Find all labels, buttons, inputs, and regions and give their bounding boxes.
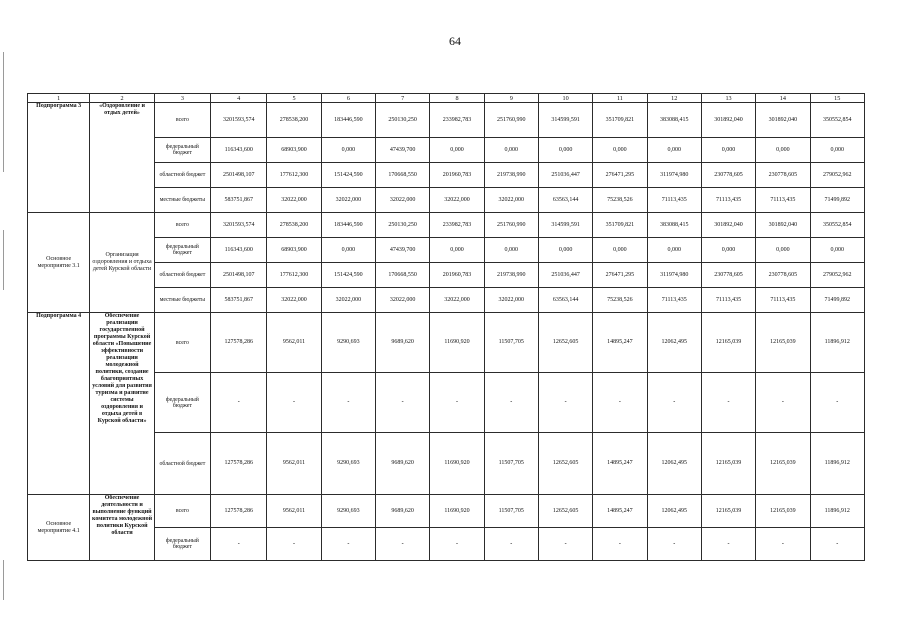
amount-cell: 12165,039: [756, 433, 810, 495]
amount-cell: 12652,605: [538, 433, 592, 495]
amount-cell: 314599,591: [538, 213, 592, 238]
amount-cell: 127578,286: [211, 495, 267, 528]
amount-cell: 12165,039: [701, 433, 755, 495]
funding-source: федеральный бюджет: [154, 373, 210, 433]
amount-cell: 12165,039: [756, 495, 810, 528]
amount-cell: 71113,435: [701, 288, 755, 313]
amount-cell: 116343,600: [211, 138, 267, 163]
amount-cell: 3201593,574: [211, 213, 267, 238]
amount-cell: 276471,295: [593, 263, 647, 288]
amount-cell: 279052,962: [810, 263, 864, 288]
amount-cell: 230778,605: [701, 263, 755, 288]
amount-cell: 251036,447: [538, 263, 592, 288]
program-label: Подпрограмма 4: [28, 313, 90, 495]
amount-cell: 71499,892: [810, 288, 864, 313]
amount-cell: -: [647, 528, 701, 561]
amount-cell: 0,000: [756, 238, 810, 263]
amount-cell: 9689,620: [376, 313, 430, 373]
amount-cell: -: [321, 373, 375, 433]
amount-cell: 11690,920: [430, 433, 484, 495]
amount-cell: 250130,250: [376, 103, 430, 138]
amount-cell: 127578,286: [211, 433, 267, 495]
amount-cell: 71113,435: [647, 288, 701, 313]
amount-cell: 12062,495: [647, 433, 701, 495]
program-name: «Оздоровление и отдых детей»: [90, 103, 154, 213]
funding-source: федеральный бюджет: [154, 528, 210, 561]
amount-cell: 12062,495: [647, 313, 701, 373]
column-number: 12: [647, 94, 701, 103]
amount-cell: 301892,040: [701, 213, 755, 238]
amount-cell: 11690,920: [430, 313, 484, 373]
column-number: 4: [211, 94, 267, 103]
amount-cell: 9290,693: [321, 313, 375, 373]
amount-cell: 11690,920: [430, 495, 484, 528]
amount-cell: 75238,526: [593, 288, 647, 313]
column-number: 8: [430, 94, 484, 103]
amount-cell: 0,000: [647, 138, 701, 163]
column-number: 7: [376, 94, 430, 103]
amount-cell: 32022,000: [484, 188, 538, 213]
amount-cell: 32022,000: [267, 188, 321, 213]
column-number: 9: [484, 94, 538, 103]
funding-source: федеральный бюджет: [154, 238, 210, 263]
amount-cell: 311974,980: [647, 263, 701, 288]
table-row: [28, 103, 865, 138]
amount-cell: 63563,144: [538, 188, 592, 213]
program-name: Организация оздоровления и отдыха детей Курской области: [90, 213, 154, 313]
amount-cell: 151424,590: [321, 163, 375, 188]
amount-cell: 0,000: [321, 238, 375, 263]
amount-cell: 251760,990: [484, 213, 538, 238]
amount-cell: 63563,144: [538, 288, 592, 313]
amount-cell: -: [376, 373, 430, 433]
amount-cell: 9562,011: [267, 495, 321, 528]
amount-cell: 251760,990: [484, 103, 538, 138]
column-number: 3: [154, 94, 210, 103]
amount-cell: 219738,990: [484, 163, 538, 188]
amount-cell: 11507,705: [484, 313, 538, 373]
amount-cell: 219738,990: [484, 263, 538, 288]
amount-cell: -: [211, 528, 267, 561]
funding-source: всего: [154, 313, 210, 373]
program-name: Обеспечение деятельности и выполнение функций комитета молодежной политики Курской области: [90, 495, 154, 561]
funding-source: всего: [154, 495, 210, 528]
amount-cell: 0,000: [701, 138, 755, 163]
column-number: 6: [321, 94, 375, 103]
amount-cell: 2501498,107: [211, 263, 267, 288]
table-row: [28, 213, 865, 238]
amount-cell: -: [430, 528, 484, 561]
amount-cell: -: [593, 373, 647, 433]
amount-cell: -: [647, 373, 701, 433]
amount-cell: 201960,783: [430, 163, 484, 188]
amount-cell: 68903,900: [267, 238, 321, 263]
amount-cell: -: [430, 373, 484, 433]
amount-cell: 276471,295: [593, 163, 647, 188]
amount-cell: 9689,620: [376, 495, 430, 528]
column-number: 2: [90, 94, 154, 103]
amount-cell: 301892,040: [756, 103, 810, 138]
funding-source: всего: [154, 103, 210, 138]
amount-cell: 0,000: [810, 138, 864, 163]
funding-source: всего: [154, 213, 210, 238]
amount-cell: 32022,000: [321, 288, 375, 313]
column-number-row: [28, 94, 865, 103]
amount-cell: 71113,435: [756, 288, 810, 313]
amount-cell: 12165,039: [756, 313, 810, 373]
funding-source: федеральный бюджет: [154, 138, 210, 163]
amount-cell: 32022,000: [321, 188, 375, 213]
amount-cell: -: [756, 373, 810, 433]
amount-cell: -: [701, 528, 755, 561]
amount-cell: 583751,867: [211, 188, 267, 213]
amount-cell: 230778,605: [756, 263, 810, 288]
amount-cell: 32022,000: [267, 288, 321, 313]
amount-cell: 127578,286: [211, 313, 267, 373]
amount-cell: 12165,039: [701, 495, 755, 528]
program-label: Основное мероприятие 3.1: [28, 213, 90, 313]
amount-cell: 383088,415: [647, 103, 701, 138]
funding-source: местные бюджеты: [154, 288, 210, 313]
budget-table: [27, 93, 865, 561]
column-number: 5: [267, 94, 321, 103]
program-name: Обеспечение реализации государственной программы Курской области «Повышение эффективности реализации молодежной политики, создание благоприятных условий для развития туризма и развитие системы оздоровления и отдыха детей в Курской области»: [90, 313, 154, 495]
amount-cell: 251036,447: [538, 163, 592, 188]
amount-cell: 0,000: [321, 138, 375, 163]
amount-cell: 583751,867: [211, 288, 267, 313]
funding-source: областной бюджет: [154, 163, 210, 188]
amount-cell: 71113,435: [701, 188, 755, 213]
amount-cell: 170668,550: [376, 263, 430, 288]
amount-cell: -: [211, 373, 267, 433]
column-number: 1: [28, 94, 90, 103]
funding-source: областной бюджет: [154, 263, 210, 288]
amount-cell: 9562,011: [267, 433, 321, 495]
amount-cell: 230778,605: [756, 163, 810, 188]
amount-cell: -: [810, 373, 864, 433]
amount-cell: 11507,705: [484, 495, 538, 528]
amount-cell: -: [267, 528, 321, 561]
amount-cell: 0,000: [538, 138, 592, 163]
amount-cell: 0,000: [756, 138, 810, 163]
amount-cell: -: [267, 373, 321, 433]
amount-cell: 183446,590: [321, 213, 375, 238]
amount-cell: 12165,039: [701, 313, 755, 373]
amount-cell: 177612,300: [267, 163, 321, 188]
amount-cell: 350552,854: [810, 213, 864, 238]
amount-cell: 0,000: [538, 238, 592, 263]
table-row: [28, 495, 865, 528]
amount-cell: 3201593,574: [211, 103, 267, 138]
funding-source: областной бюджет: [154, 433, 210, 495]
amount-cell: 75238,526: [593, 188, 647, 213]
amount-cell: 32022,000: [484, 288, 538, 313]
amount-cell: 201960,783: [430, 263, 484, 288]
amount-cell: -: [321, 528, 375, 561]
amount-cell: 311974,980: [647, 163, 701, 188]
amount-cell: 278538,200: [267, 213, 321, 238]
amount-cell: 183446,590: [321, 103, 375, 138]
column-number: 15: [810, 94, 864, 103]
amount-cell: 0,000: [593, 138, 647, 163]
amount-cell: -: [376, 528, 430, 561]
amount-cell: 32022,000: [430, 288, 484, 313]
amount-cell: -: [593, 528, 647, 561]
amount-cell: 351709,821: [593, 213, 647, 238]
amount-cell: 71499,892: [810, 188, 864, 213]
amount-cell: 0,000: [430, 238, 484, 263]
amount-cell: 68903,900: [267, 138, 321, 163]
program-label: Подпрограмма 3: [28, 103, 90, 213]
amount-cell: -: [484, 373, 538, 433]
amount-cell: 14895,247: [593, 495, 647, 528]
amount-cell: 350552,854: [810, 103, 864, 138]
amount-cell: -: [484, 528, 538, 561]
amount-cell: 301892,040: [701, 103, 755, 138]
amount-cell: 32022,000: [430, 188, 484, 213]
amount-cell: 14895,247: [593, 433, 647, 495]
amount-cell: 71113,435: [647, 188, 701, 213]
amount-cell: 383088,415: [647, 213, 701, 238]
amount-cell: -: [538, 528, 592, 561]
funding-source: местные бюджеты: [154, 188, 210, 213]
column-number: 10: [538, 94, 592, 103]
amount-cell: -: [756, 528, 810, 561]
amount-cell: -: [701, 373, 755, 433]
amount-cell: 12062,495: [647, 495, 701, 528]
column-number: 11: [593, 94, 647, 103]
amount-cell: 9290,693: [321, 495, 375, 528]
amount-cell: 0,000: [484, 238, 538, 263]
amount-cell: 9689,620: [376, 433, 430, 495]
amount-cell: 278538,200: [267, 103, 321, 138]
column-number: 13: [701, 94, 755, 103]
amount-cell: 0,000: [484, 138, 538, 163]
amount-cell: 351709,821: [593, 103, 647, 138]
amount-cell: 32022,000: [376, 188, 430, 213]
amount-cell: 12652,605: [538, 495, 592, 528]
amount-cell: 0,000: [810, 238, 864, 263]
amount-cell: 301892,040: [756, 213, 810, 238]
amount-cell: 11896,912: [810, 313, 864, 373]
amount-cell: 0,000: [647, 238, 701, 263]
amount-cell: 233982,783: [430, 103, 484, 138]
amount-cell: 279052,962: [810, 163, 864, 188]
amount-cell: 0,000: [430, 138, 484, 163]
amount-cell: 2501498,107: [211, 163, 267, 188]
amount-cell: 116343,600: [211, 238, 267, 263]
amount-cell: 32022,000: [376, 288, 430, 313]
amount-cell: 9290,693: [321, 433, 375, 495]
program-label: Основное мероприятие 4.1: [28, 495, 90, 561]
amount-cell: 250130,250: [376, 213, 430, 238]
amount-cell: 314599,591: [538, 103, 592, 138]
amount-cell: 233982,783: [430, 213, 484, 238]
table-row: [28, 313, 865, 373]
amount-cell: 12652,605: [538, 313, 592, 373]
amount-cell: 9562,011: [267, 313, 321, 373]
amount-cell: 47439,700: [376, 138, 430, 163]
column-number: 14: [756, 94, 810, 103]
amount-cell: 0,000: [701, 238, 755, 263]
amount-cell: 151424,590: [321, 263, 375, 288]
amount-cell: -: [810, 528, 864, 561]
amount-cell: 11896,912: [810, 495, 864, 528]
amount-cell: 0,000: [593, 238, 647, 263]
amount-cell: 71113,435: [756, 188, 810, 213]
amount-cell: 170668,550: [376, 163, 430, 188]
amount-cell: 11507,705: [484, 433, 538, 495]
amount-cell: 14895,247: [593, 313, 647, 373]
amount-cell: 230778,605: [701, 163, 755, 188]
amount-cell: 11896,912: [810, 433, 864, 495]
amount-cell: 47439,700: [376, 238, 430, 263]
page-number: 64: [449, 34, 461, 48]
amount-cell: -: [538, 373, 592, 433]
amount-cell: 177612,300: [267, 263, 321, 288]
